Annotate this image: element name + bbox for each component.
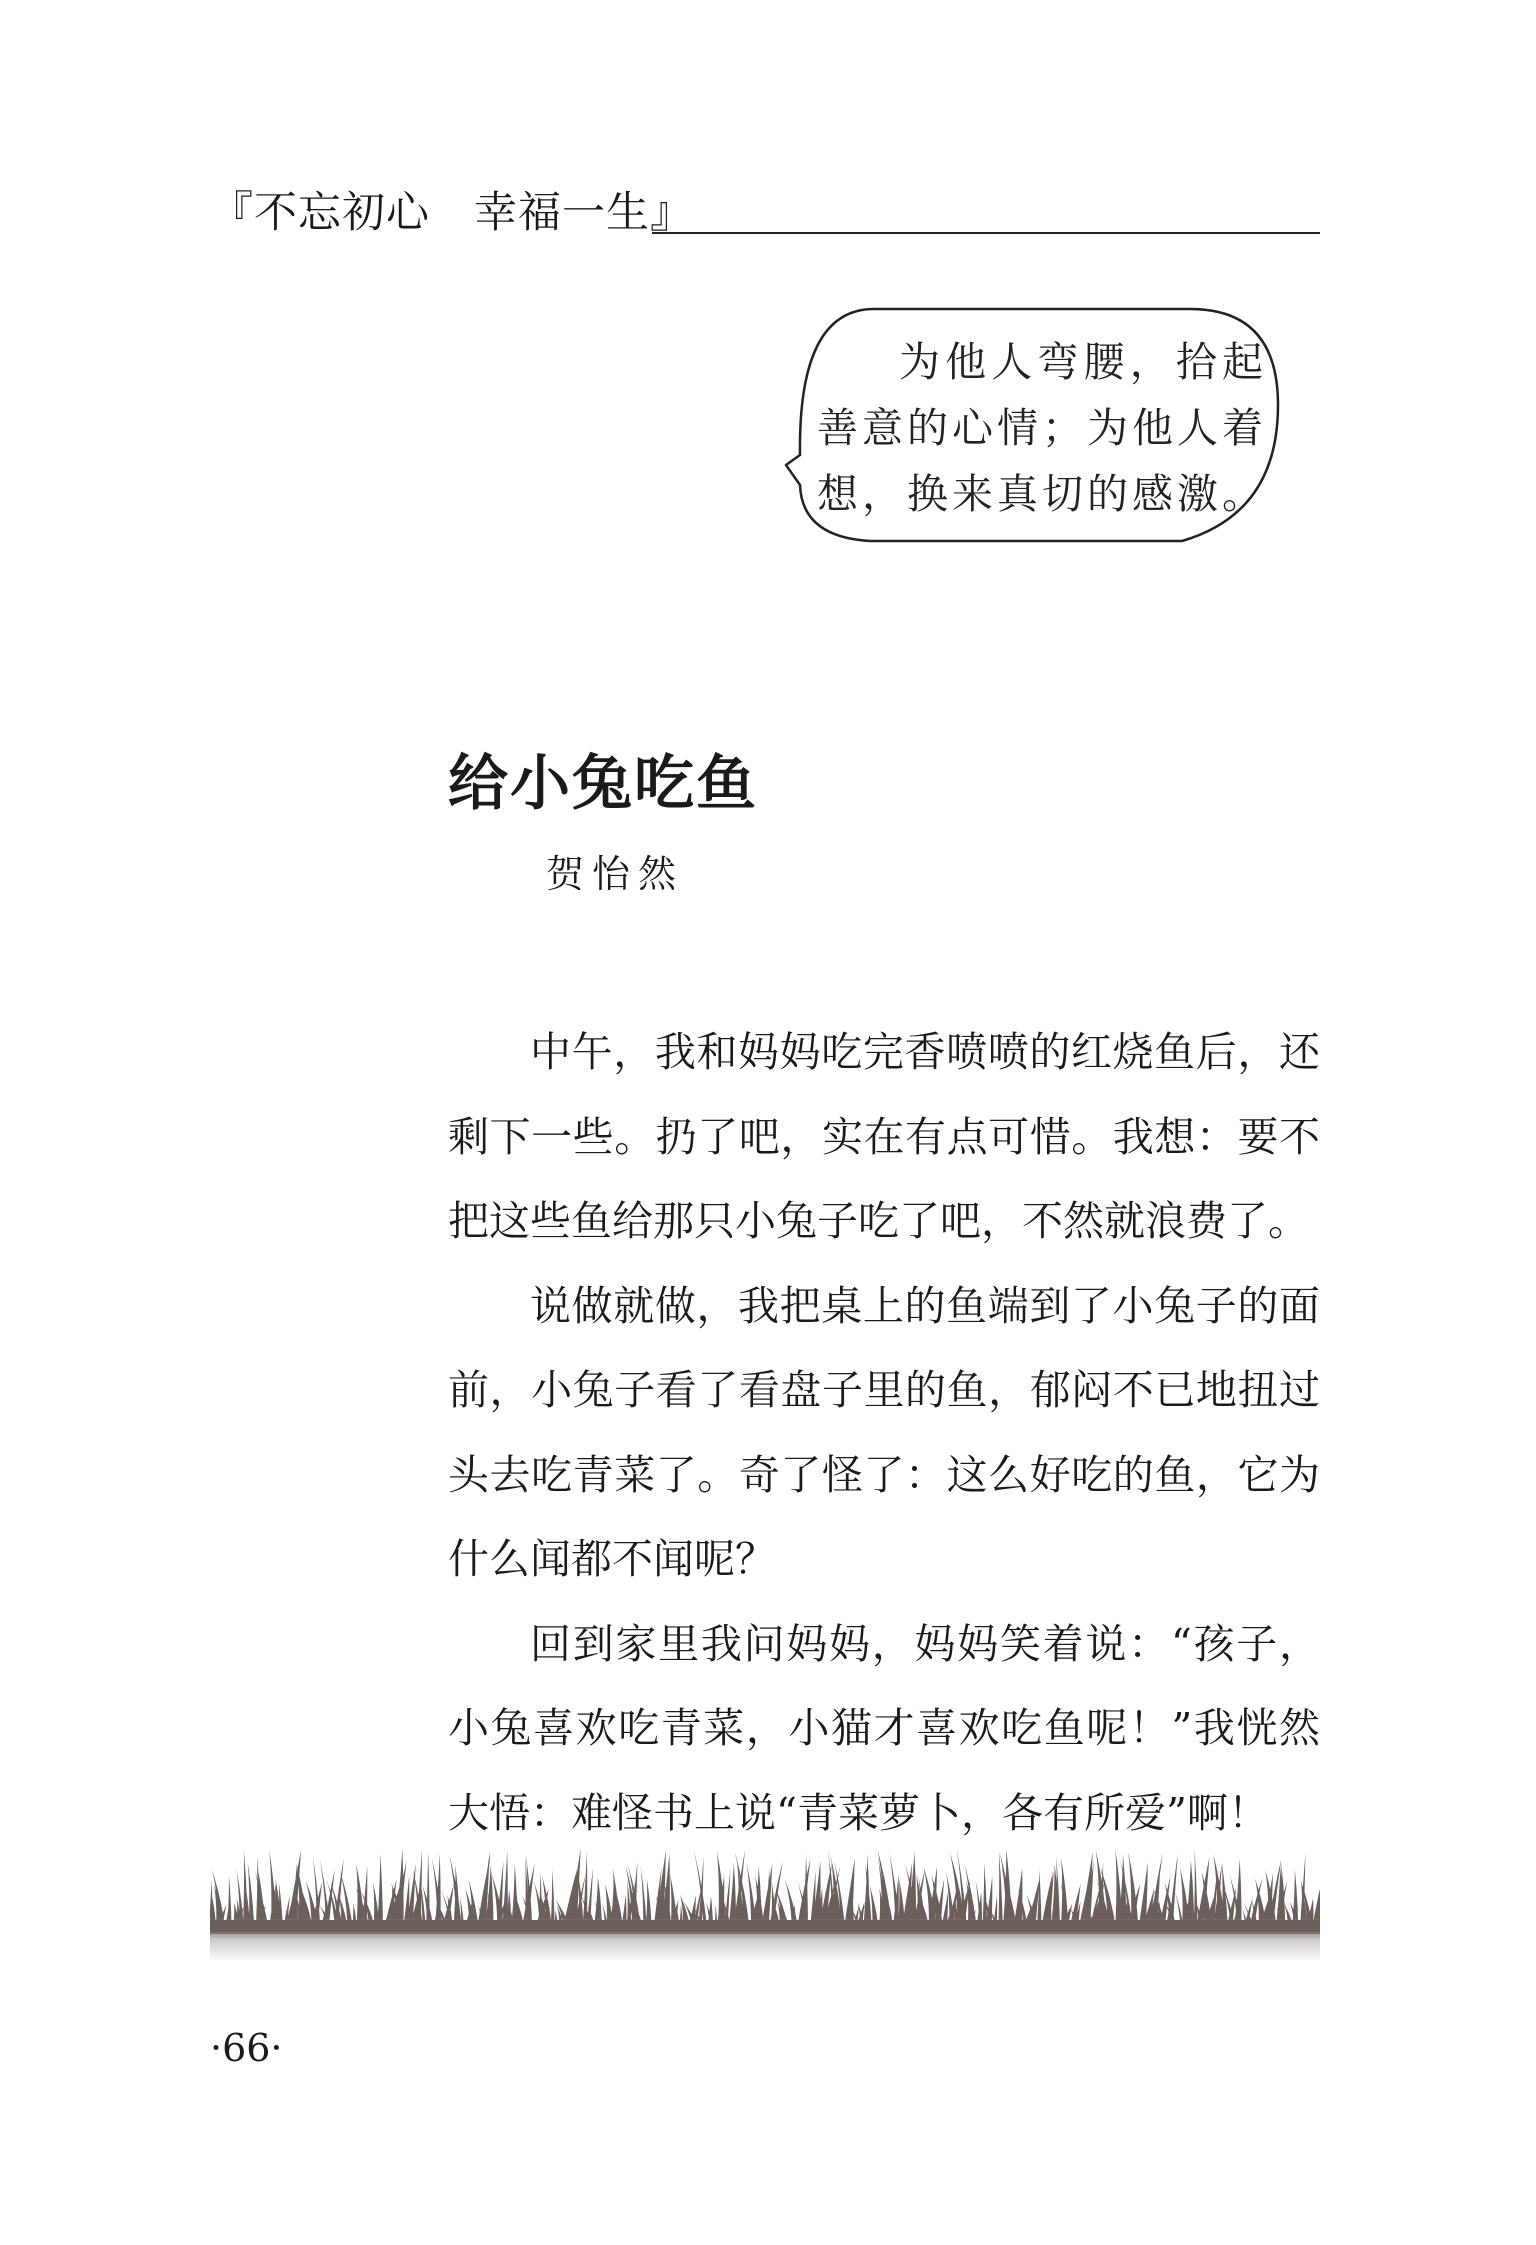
page-number: ·66·	[210, 2026, 283, 2070]
callout-text: 为他人弯腰，拾起善意的心情；为他人着想，换来真切的感激。	[817, 338, 1263, 518]
running-head-rule	[652, 232, 1320, 234]
grass-base	[210, 1920, 1320, 1934]
paragraph: 中午，我和妈妈吃完香喷喷的红烧鱼后，还剩下一些。扔了吧，实在有点可惜。我想：要不把这些鱼给那只小兔子吃了吧，不然就浪费了。	[448, 1028, 1320, 1245]
paragraph: 说做就做，我把桌上的鱼端到了小兔子的面前，小兔子看了看盘子里的鱼，郁闷不已地扭过头去吃青菜了。奇了怪了：这么好吃的鱼，它为什么闻都不闻呢？	[448, 1281, 1320, 1583]
grass-border-icon	[210, 1820, 1320, 1970]
grass-border	[210, 1820, 1320, 1970]
article-body	[448, 1010, 1320, 1855]
article-author: 贺怡然	[546, 852, 685, 896]
article-title: 给小兔吃鱼	[448, 749, 758, 819]
running-head-title: 『不忘初心 幸福一生』	[210, 188, 694, 238]
callout-bubble	[782, 305, 1282, 545]
paragraph: 回到家里我问妈妈，妈妈笑着说：“孩子，小兔喜欢吃青菜，小猫才喜欢吃鱼呢！”我恍然大悟：难怪书上说“青菜萝卜，各有所爱”啊！	[448, 1619, 1320, 1837]
running-head	[210, 186, 1320, 246]
